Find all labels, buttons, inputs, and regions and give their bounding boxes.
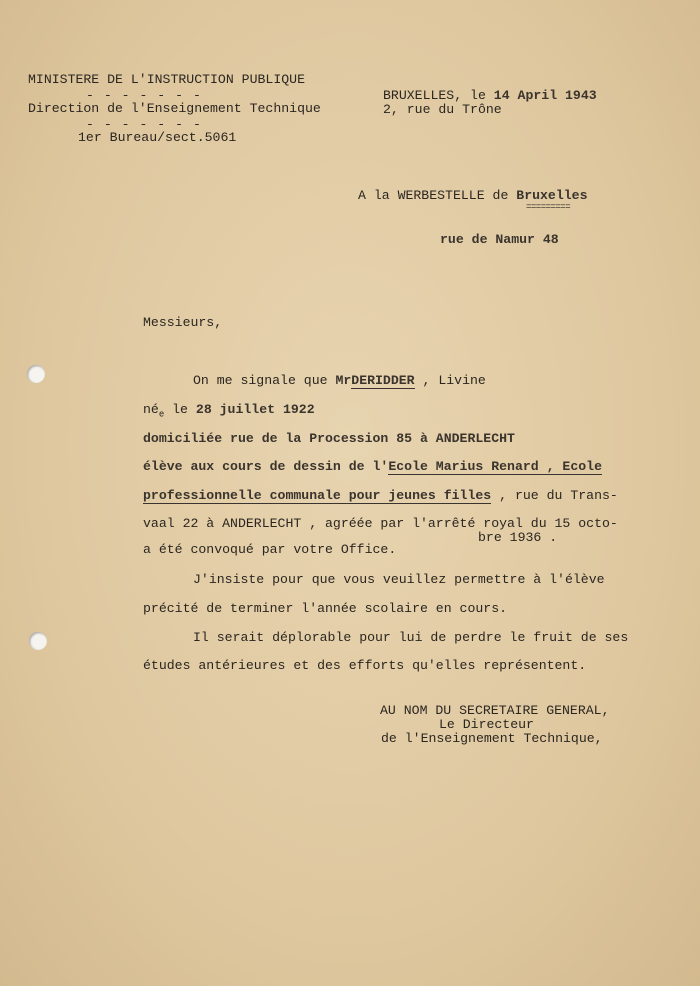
paragraph-3-line-1: Il serait déplorable pour lui de perdre le fruit de ses — [193, 630, 629, 645]
body-line-6-continuation: bre 1936 . — [478, 530, 558, 545]
recipient-city: Bruxelles — [516, 188, 588, 203]
recipient-prefix: A la WERBESTELLE de — [358, 188, 517, 203]
body-line-7: a été convoqué par votre Office. — [143, 542, 397, 557]
birth-date: 28 juillet 1922 — [195, 402, 315, 417]
school-name-2: professionnelle communale pour jeunes filles — [143, 488, 492, 503]
body-line-5-end: , rue du Trans- — [491, 488, 618, 503]
header-separator-2: - - - - - - - — [86, 117, 202, 132]
header-separator-1: - - - - - - - — [86, 88, 202, 103]
born-gender-mark: e — [158, 409, 165, 420]
student-title: Mr — [335, 373, 352, 388]
paragraph-2-line-1: J'insiste pour que vous veuillez permettre à l'élève — [193, 572, 605, 587]
letter-date: 14 April 1943 — [493, 88, 597, 103]
body-line-1-start: On me signale que — [193, 373, 336, 388]
punch-hole-upper — [27, 365, 45, 383]
direction-heading: Direction de l'Enseignement Technique — [28, 101, 321, 116]
punch-hole-lower — [29, 632, 47, 650]
body-line-4 — [143, 459, 602, 475]
paragraph-2-line-2: précité de terminer l'année scolaire en cours. — [143, 601, 508, 616]
signature-line-1: AU NOM DU SECRETAIRE GENERAL, — [380, 703, 610, 718]
recipient-city-underline: ========= — [526, 202, 571, 212]
salutation: Messieurs, — [143, 315, 223, 330]
body-line-1 — [193, 373, 486, 389]
signature-line-3: de l'Enseignement Technique, — [381, 731, 603, 746]
school-name-1: Ecole Marius Renard , Ecole — [388, 459, 603, 474]
born-prefix: né — [143, 402, 159, 417]
domicile-line: domiciliée rue de la Procession 85 à ANDERLECHT — [143, 431, 515, 446]
body-line-2 — [143, 402, 315, 423]
sender-address: 2, rue du Trône — [383, 102, 502, 117]
signature-line-2: Le Directeur — [439, 717, 534, 732]
born-le: le — [164, 402, 188, 417]
recipient-street: rue de Namur 48 — [440, 232, 559, 247]
paragraph-3-line-2: études antérieures et des efforts qu'elles représentent. — [143, 658, 587, 673]
body-line-5 — [143, 488, 618, 504]
bureau-reference: 1er Bureau/sect.5061 — [78, 130, 237, 145]
ministry-heading: MINISTERE DE L'INSTRUCTION PUBLIQUE — [28, 72, 305, 87]
city-prefix: BRUXELLES, le — [383, 88, 494, 103]
student-name: DERIDDER — [351, 373, 415, 388]
body-line-4-start: élève aux cours de dessin de l' — [143, 459, 389, 474]
body-line-6: vaal 22 à ANDERLECHT , agréée par l'arrêté royal du 15 octo- — [143, 516, 618, 531]
body-line-1-end: , Livine — [414, 373, 486, 388]
